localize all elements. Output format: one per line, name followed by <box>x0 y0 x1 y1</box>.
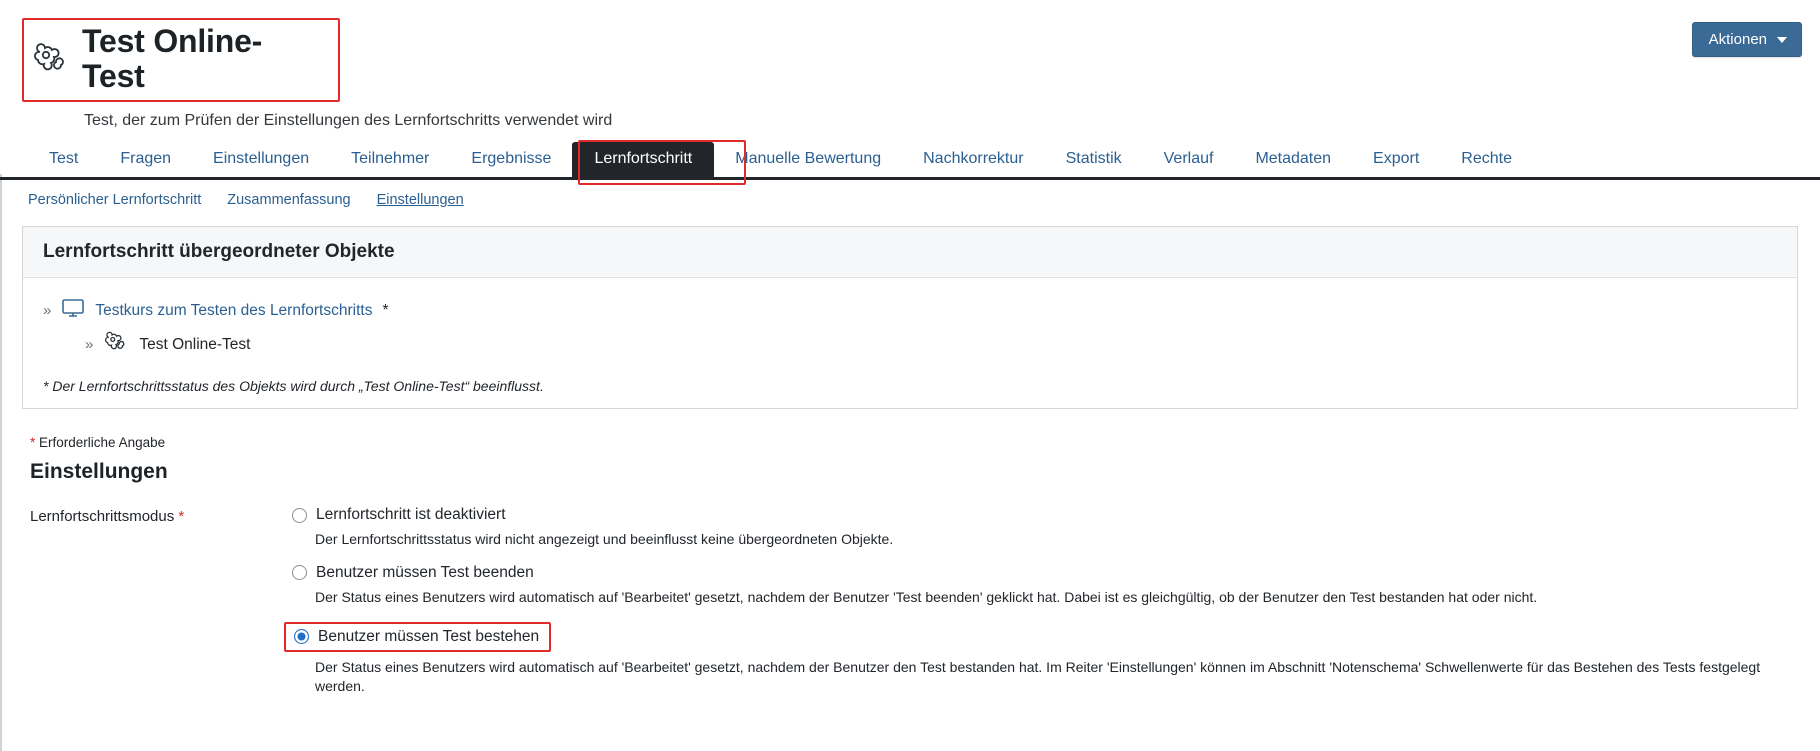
puzzle-icon <box>103 331 129 358</box>
tree-item-suffix: * <box>382 301 389 319</box>
tree-item-link[interactable]: Testkurs zum Testen des Lernfortschritts <box>95 301 373 319</box>
tab-lernfortschritt[interactable]: Lernfortschritt <box>572 142 714 177</box>
radio-option <box>292 506 1820 550</box>
tab-verlauf[interactable]: Verlauf <box>1163 150 1214 168</box>
page-header <box>0 0 1820 130</box>
radio-option-description: Der Status eines Benutzers wird automatisch auf 'Bearbeitet' gesetzt, nachdem der Benutzer den Test bestanden hat. Im Reiter 'Einstellungen' können im Abschnitt 'Notenschema' Schwellenwerte für das Bestehen des Tests festgelegt werden. <box>315 658 1761 695</box>
radio-option <box>292 622 1820 697</box>
subtab-zusammenfassung[interactable]: Zusammenfassung <box>227 192 351 209</box>
tab-teilnehmer[interactable]: Teilnehmer <box>351 150 430 168</box>
radio-button[interactable] <box>292 565 307 580</box>
panel-footnote: * Der Lernfortschrittsstatus des Objekts wird durch „Test Online-Test“ beeinflusst. <box>43 378 544 395</box>
actions-button[interactable] <box>1692 22 1802 57</box>
chevron-right-icon: » <box>43 302 52 320</box>
chevron-right-icon: » <box>85 336 94 354</box>
learning-progress-mode-row <box>30 506 1820 710</box>
radio-group <box>292 506 1820 710</box>
subtab-einstellungen[interactable]: Einstellungen <box>376 192 464 209</box>
settings-section <box>30 435 1820 710</box>
panel-heading: Lernfortschritt übergeordneter Objekte <box>23 227 1797 278</box>
tree-item-label: Test Online-Test <box>139 335 251 353</box>
tab-test[interactable]: Test <box>49 150 79 168</box>
tab-export[interactable]: Export <box>1373 150 1420 168</box>
chevron-down-icon <box>1777 37 1787 43</box>
tab-metadaten[interactable]: Metadaten <box>1255 150 1332 168</box>
field-required-star: * <box>178 508 185 526</box>
radio-option-head[interactable] <box>292 564 1820 582</box>
field-label-text: Lernfortschrittsmodus <box>30 508 175 526</box>
panel-body <box>23 278 1797 408</box>
tab-manuelle-bewertung[interactable]: Manuelle Bewertung <box>735 150 882 168</box>
tab-nachkorrektur[interactable]: Nachkorrektur <box>923 150 1024 168</box>
tab-ergebnisse[interactable]: Ergebnisse <box>471 150 552 168</box>
course-screen-icon <box>61 298 85 323</box>
subtab-persönlicher-lernfortschritt[interactable]: Persönlicher Lernfortschritt <box>28 192 202 209</box>
page-title-container <box>22 18 340 102</box>
sub-tabbar <box>0 180 1820 220</box>
main-tabbar <box>0 146 1820 180</box>
radio-option <box>292 564 1820 608</box>
tree-row[interactable] <box>43 294 1777 327</box>
radio-option-label: Benutzer müssen Test beenden <box>316 563 534 581</box>
page-title: Test Online-Test <box>82 23 263 95</box>
required-note-label: Erforderliche Angabe <box>39 435 166 451</box>
radio-option-label: Lernfortschritt ist deaktiviert <box>316 506 506 524</box>
radio-option-head[interactable] <box>292 506 1820 524</box>
radio-button[interactable] <box>294 629 309 644</box>
learning-progress-mode-label <box>30 506 292 710</box>
radio-option-description: Der Status eines Benutzers wird automatisch auf 'Bearbeitet' gesetzt, nachdem der Benutzer 'Test beenden' geklickt hat. Dabei ist es gleichgültig, ob der Benutzer den Test bestanden hat oder nicht. <box>315 588 1538 605</box>
tab-rechte[interactable]: Rechte <box>1461 150 1512 168</box>
tab-einstellungen[interactable]: Einstellungen <box>213 150 310 168</box>
parent-objects-panel <box>22 226 1798 409</box>
left-vertical-rule <box>0 174 2 751</box>
actions-button-label: Aktionen <box>1708 31 1767 48</box>
radio-button[interactable] <box>292 508 307 523</box>
tab-fragen[interactable]: Fragen <box>120 150 172 168</box>
radio-option-description: Der Lernfortschrittsstatus wird nicht angezeigt und beeinflusst keine übergeordneten Objekte. <box>315 531 894 548</box>
settings-heading: Einstellungen <box>30 460 168 484</box>
tab-statistik[interactable]: Statistik <box>1065 150 1122 168</box>
required-star: * <box>30 435 36 451</box>
tree-row <box>43 327 1777 362</box>
radio-option-head[interactable] <box>284 622 551 652</box>
page-subtitle: Test, der zum Prüfen der Einstellungen des Lernfortschritts verwendet wird <box>84 112 613 130</box>
puzzle-icon <box>32 42 70 76</box>
required-note <box>30 435 1820 450</box>
radio-option-label: Benutzer müssen Test bestehen <box>318 627 540 645</box>
